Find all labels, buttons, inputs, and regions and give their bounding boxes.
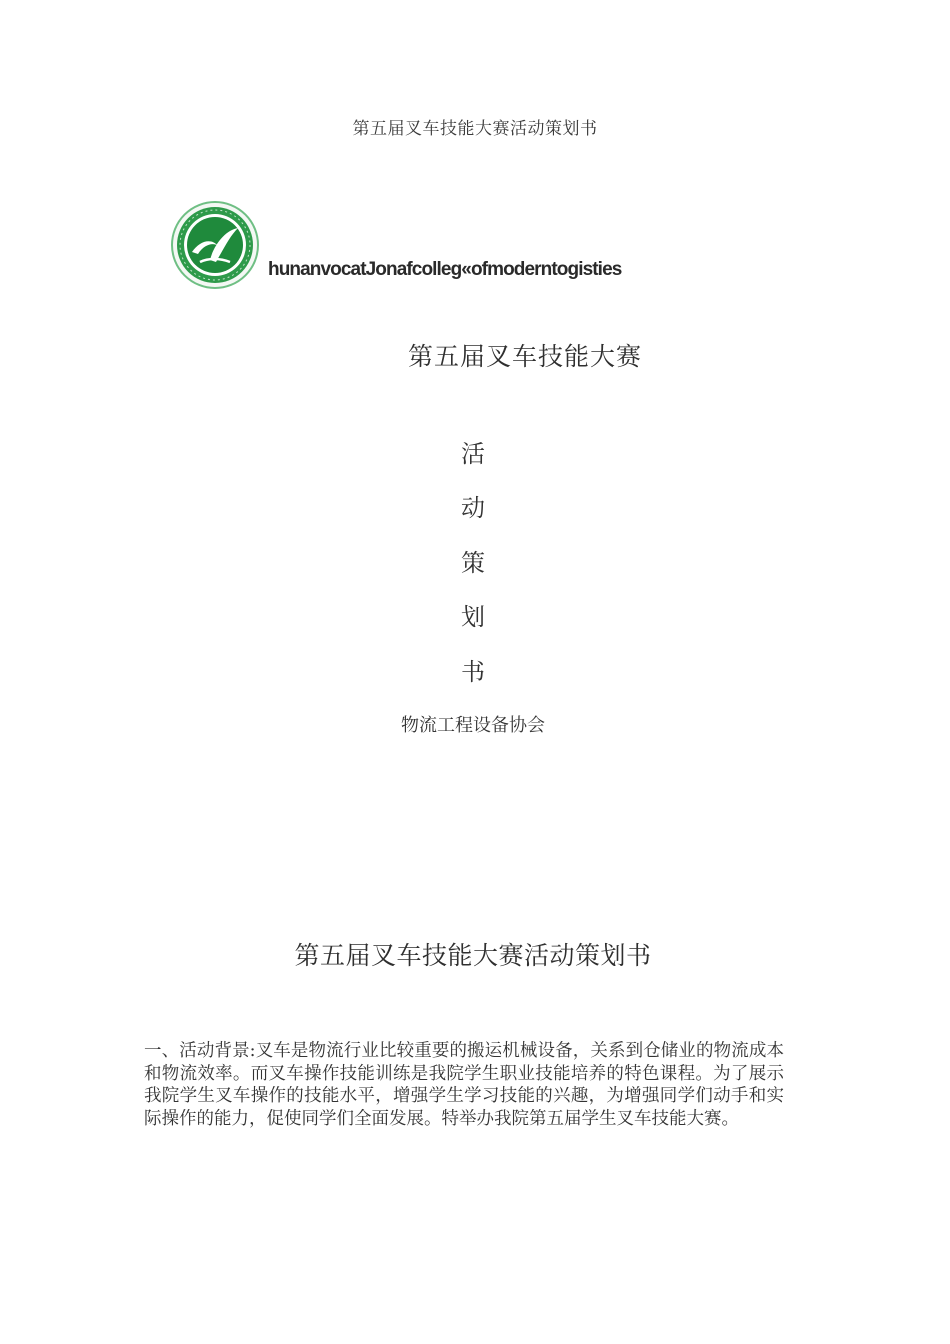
organization-name: 物流工程设备协会 — [401, 715, 545, 736]
vertical-title-char: 划 — [461, 603, 485, 631]
background-paragraph: 一、活动背景:叉车是物流行业比较重要的搬运机械设备，关系到仓储业的物流成本和物流效率。而叉车操作技能训练是我院学生职业技能培养的特色课程。为了展示我院学生叉车操作的技能水平，增强学生学习技能的兴趣，为增强同学们动手和实际操作的能力，促使同学们全面发展。特举办我院第五届学生叉车技能大赛。 — [144, 1041, 784, 1129]
college-name: hunanvocatJonafcolleg«ofmoderntogisties — [268, 259, 622, 280]
vertical-title-char: 动 — [461, 494, 485, 522]
cover-title: 第五届叉车技能大赛 — [408, 342, 643, 371]
college-emblem-icon — [170, 200, 260, 290]
vertical-title-char: 书 — [461, 658, 485, 686]
vertical-title-char: 活 — [461, 440, 485, 468]
vertical-title-char: 策 — [461, 549, 485, 577]
header-title: 第五届叉车技能大赛活动策划书 — [352, 119, 598, 139]
section-title: 第五届叉车技能大赛活动策划书 — [294, 941, 652, 970]
